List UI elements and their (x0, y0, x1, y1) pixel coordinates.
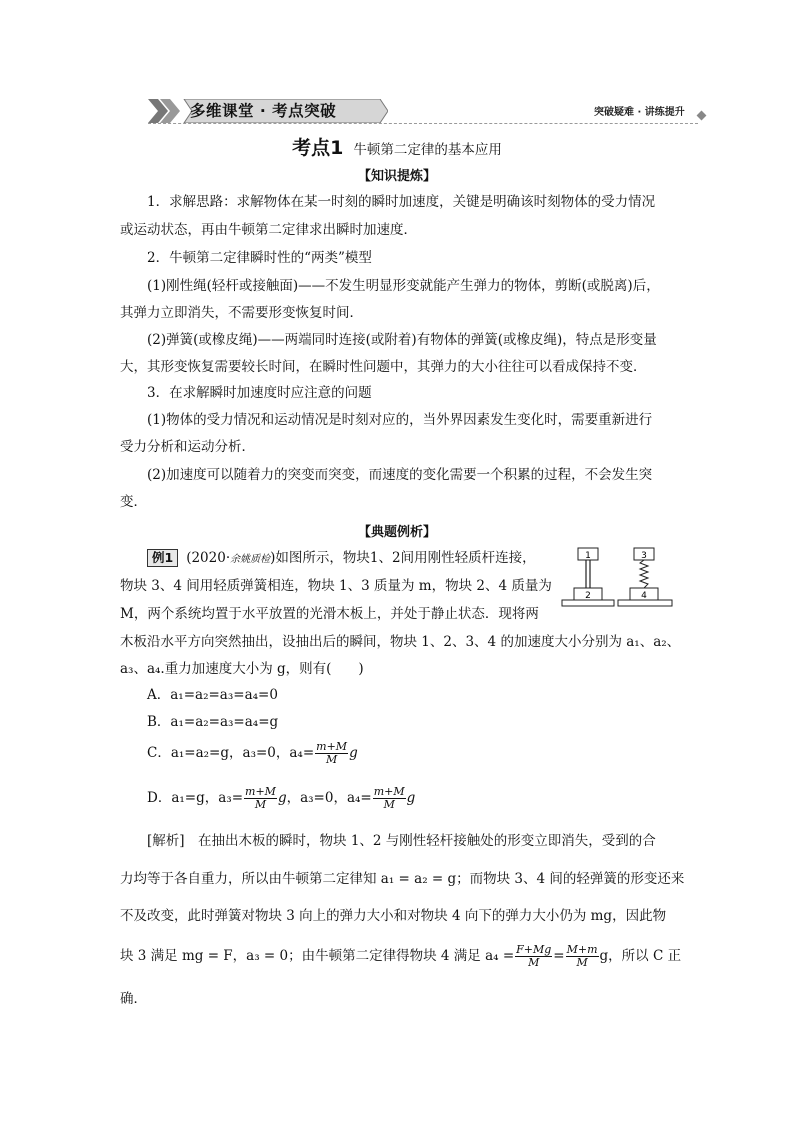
section-banner (148, 99, 388, 123)
fraction-numerator: m+M (373, 785, 405, 798)
source-year: (2020· (186, 550, 231, 566)
fraction (315, 741, 348, 766)
knowledge-line: 其弹力立即消失，不需要形变恢复时间． (120, 305, 363, 321)
block-label: 1 (585, 551, 591, 561)
solution-line: 不及改变，此时弹簧对物块 3 向上的弹力大小和对物块 4 向下的弹力大小仍为 mg，因此物 (120, 908, 667, 924)
knowledge-line: (1)刚性绳(轻杆或接触面)——不发生明显形变就能产生弹力的物体，剪断(或脱离)后， (147, 278, 660, 294)
fraction-denominator: M (254, 798, 267, 811)
fraction (244, 786, 277, 811)
question-text: 物块 3、4 间用轻质弹簧相连，物块 1、3 质量为 m，物块 2、4 质量为 (120, 578, 552, 594)
source-close: ) (270, 550, 276, 566)
question-text: 木板沿水平方向突然抽出，设抽出后的瞬间，物块 1、2、3、4 的加速度大小分别为 a₁、a₂、 (120, 634, 681, 650)
fraction-numerator: m+M (316, 740, 348, 753)
knowledge-line: 1．求解思路：求解物体在某一时刻的瞬时加速度，关键是明确该时刻物体的受力情况 (147, 194, 656, 210)
banner-title: 多维课堂 · 考点突破 (190, 102, 337, 120)
solution-line (120, 944, 681, 969)
example-heading: 【典题例析】 (357, 525, 436, 540)
knowledge-line: 2．牛顿第二定律瞬时性的“两类”模型 (147, 250, 372, 266)
blocks-figure (560, 546, 676, 608)
fraction-denominator: M (576, 956, 588, 969)
gravity-symbol: g (349, 745, 358, 761)
knowledge-line: (2)加速度可以随着力的突变而突变，而速度的变化需要一个积累的过程，不会发生突 (147, 467, 653, 483)
knowledge-heading: 【知识提炼】 (357, 169, 436, 184)
equals-sign: = (553, 948, 565, 964)
solution-line: [解析] 在抽出木板的瞬时，物块 1、2 与刚性轻杆接触处的形变立即消失，受到的合 (147, 833, 656, 849)
fraction-numerator: m+M (245, 785, 276, 798)
question-text: M，两个系统均置于水平放置的光滑木板上，并处于静止状态．现将两 (120, 606, 539, 622)
diamond-icon (697, 111, 707, 121)
knowledge-line: 变． (120, 494, 147, 510)
block-label: 3 (641, 551, 647, 561)
option-d-text: ，a₃=0，a₄= (286, 790, 372, 806)
solution-line: 确． (120, 991, 147, 1007)
knowledge-line: 大，其形变恢复需要较长时间，在瞬时性问题中，其弹力的大小往往可以看成保持不变． (120, 359, 647, 375)
fraction (566, 944, 599, 969)
fraction-numerator: F+Mg (516, 943, 552, 956)
knowledge-line: (1)物体的受力情况和运动情况是时刻对应的，当外界因素发生变化时，需要重新进行 (147, 412, 653, 428)
fraction (373, 786, 406, 811)
knowledge-line: 3．在求解瞬时加速度时应注意的问题 (147, 385, 372, 401)
option-d-text: D．a₁=g，a₃= (147, 790, 244, 806)
topic-heading (0, 133, 794, 160)
fraction-denominator: M (528, 956, 540, 969)
fraction (515, 944, 552, 969)
example-question-line (147, 549, 536, 569)
option-c-text: C．a₁=a₂=g，a₃=0，a₄= (147, 745, 315, 761)
block-label: 2 (585, 591, 591, 601)
topic-title: 牛顿第二定律的基本应用 (353, 142, 502, 158)
block-label: 4 (641, 591, 647, 601)
banner-divider (148, 123, 698, 124)
option-d (147, 786, 415, 811)
fraction-numerator: M+m (566, 943, 598, 956)
source-place: 余姚质检 (230, 554, 271, 565)
fraction-denominator: M (383, 798, 395, 811)
option-b: B．a₁=a₂=a₃=a₄=g (147, 714, 279, 730)
fraction-denominator: M (325, 753, 338, 766)
knowledge-line: (2)弹簧(或橡皮绳)——两端同时连接(或附着)有物体的弹簧(或橡皮绳)，特点是形变量 (147, 332, 657, 348)
solution-line: 力均等于各自重力，所以由牛顿第二定律知 a₁ = a₂ = g；而物块 3、4 间的轻弹簧的形变还来 (120, 871, 685, 887)
banner-subtitle: 突破疑难 · 讲练提升 (594, 107, 685, 118)
option-a: A．a₁=a₂=a₃=a₄=0 (147, 687, 278, 703)
knowledge-line: 受力分析和运动分析． (120, 439, 255, 455)
kaodian-label: 考点1 (292, 137, 344, 159)
gravity-symbol: g (277, 790, 287, 806)
gravity-symbol: g (406, 790, 416, 806)
spring-icon (640, 560, 648, 588)
question-text: a₃、a₄.重力加速度大小为 g，则有( ) (120, 661, 364, 677)
option-c (147, 741, 358, 766)
knowledge-line: 或运动状态，再由牛顿第二定律求出瞬时加速度． (120, 222, 417, 238)
example-badge: 例1 (147, 549, 178, 567)
solution-text: g，所以 C 正 (599, 948, 682, 964)
solution-text: 块 3 满足 mg = F，a₃ = 0；由牛顿第二定律得物块 4 满足 a₄ = (120, 948, 515, 964)
question-text: 如图所示，物块1、2间用刚性轻质杆连接， (275, 550, 536, 566)
